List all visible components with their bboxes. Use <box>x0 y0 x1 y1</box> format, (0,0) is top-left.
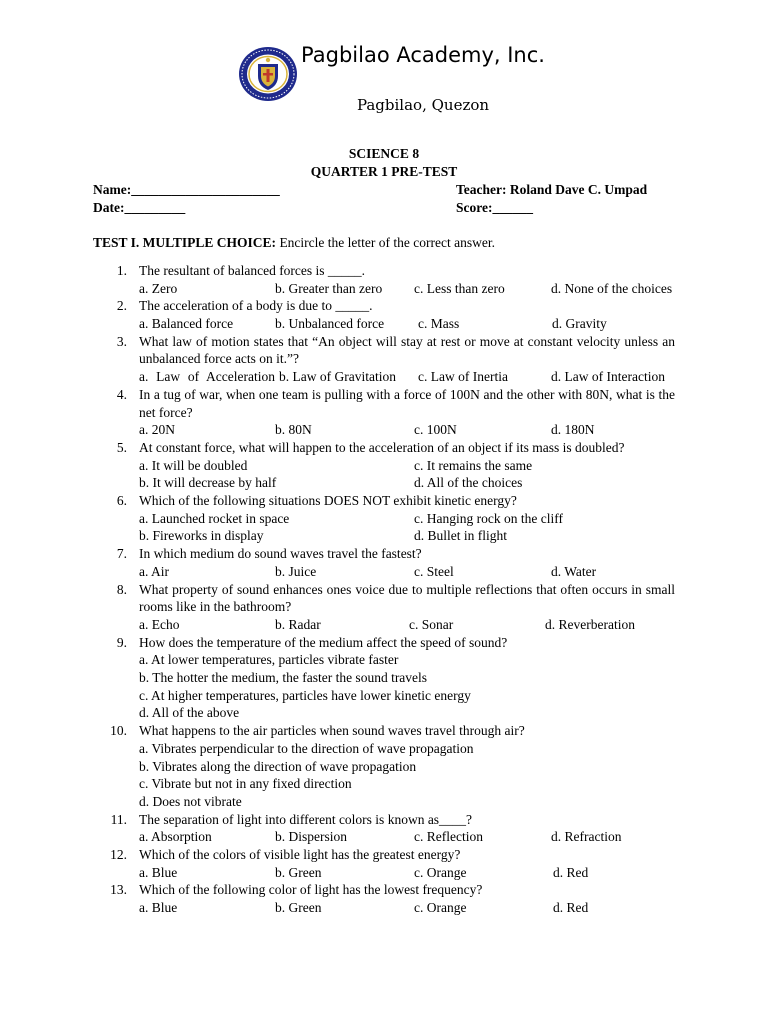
test-one-instruction: Encircle the letter of the correct answer. <box>276 235 495 250</box>
option-d: d. Reverberation <box>545 616 635 632</box>
option-d: d. None of the choices <box>551 280 673 296</box>
name-field: Name:______________________ <box>93 182 280 197</box>
options-row <box>139 899 675 917</box>
option-c: c. Less than zero <box>414 280 505 296</box>
question-item <box>0 811 675 846</box>
options-row <box>139 421 675 439</box>
option-d: d. Bullet in flight <box>414 528 507 544</box>
option-c: c. Reflection <box>414 829 483 845</box>
option-b: b. Green <box>275 900 322 916</box>
date-field: Date:_________ <box>93 200 186 215</box>
option-d: d. Water <box>551 563 597 579</box>
option-c: c. Sonar <box>409 616 454 632</box>
option-b: b. 80N <box>275 422 312 438</box>
question-text: How does the temperature of the medium affect the speed of sound? <box>139 634 508 650</box>
question-number: 10. <box>110 723 127 739</box>
teacher-field: Teacher: Roland Dave C. Umpad <box>456 182 648 197</box>
options-row <box>139 616 675 634</box>
option-c: c. It remains the same <box>414 457 533 473</box>
options-row <box>139 280 675 298</box>
question-number: 2. <box>116 298 127 314</box>
options-row <box>139 457 675 475</box>
option-a: a. Vibrates perpendicular to the direction of wave propagation <box>139 740 474 756</box>
question-text: What law of motion states that “An object will stay at rest or move at constant velocity unless an unbalanced force acts on it.”? <box>139 333 675 367</box>
question-number: 5. <box>116 439 127 455</box>
question-text: In a tug of war, when one team is pulling with a force of 100N and the other with 80N, what is the net force? <box>139 386 675 420</box>
question-item <box>0 581 675 634</box>
option-a: a. Zero <box>139 280 178 296</box>
question-list <box>0 262 768 917</box>
question-item <box>0 439 675 492</box>
question-item <box>0 881 675 916</box>
option-a: a. Balanced force <box>139 316 234 332</box>
question-text: What happens to the air particles when sound waves travel through air? <box>139 723 525 739</box>
question-item <box>0 545 675 580</box>
option-c: c. Orange <box>414 900 467 916</box>
option-c: c. Orange <box>414 864 467 880</box>
option-b: b. It will decrease by half <box>139 475 277 491</box>
option-a: a. Absorption <box>139 829 212 845</box>
option-d: d. Red <box>553 864 589 880</box>
question-number: 13. <box>110 882 127 898</box>
school-seal-logo <box>238 46 298 102</box>
question-text: The resultant of balanced forces is _____. <box>139 263 366 278</box>
option-a: a. 20N <box>139 422 175 438</box>
exam-title: QUARTER 1 PRE-TEST <box>310 164 458 179</box>
option-c: c. Steel <box>414 563 454 579</box>
question-number: 1. <box>116 263 127 278</box>
option-a: a. Blue <box>139 864 178 880</box>
option-b: b. Green <box>275 864 322 880</box>
question-item <box>0 492 675 545</box>
option-d: d. Law of Interaction <box>551 369 665 385</box>
question-number: 12. <box>110 847 127 863</box>
option-d: d. All of the choices <box>414 475 523 491</box>
question-number: 7. <box>116 546 127 562</box>
options-row <box>139 563 675 581</box>
option-a: a. Air <box>139 563 169 579</box>
option-b: b. Radar <box>275 616 321 632</box>
question-number: 11. <box>110 811 127 827</box>
question-item <box>0 386 675 439</box>
option-a: a. Echo <box>139 616 180 632</box>
option-a: a. At lower temperatures, particles vibrate faster <box>139 652 399 668</box>
option-b: b. Vibrates along the direction of wave propagation <box>139 758 417 774</box>
exam-subject: SCIENCE 8 <box>348 146 420 161</box>
question-number: 6. <box>116 493 127 509</box>
option-b: b. Unbalanced force <box>275 316 385 332</box>
question-number: 9. <box>116 634 127 650</box>
question-item <box>0 262 675 297</box>
test-one-header <box>93 234 495 251</box>
question-text: The separation of light into different colors is known as____? <box>139 811 473 827</box>
option-b: b. The hotter the medium, the faster the sound travels <box>139 670 428 686</box>
option-d: d. Red <box>553 900 589 916</box>
option-a: a. It will be doubled <box>139 457 248 473</box>
score-field: Score:______ <box>456 200 533 215</box>
option-a: a. Blue <box>139 900 178 916</box>
option-b: b. Fireworks in display <box>139 528 264 544</box>
question-text: What property of sound enhances ones voice due to multiple reflections that often occurs in small rooms like in the bathroom? <box>139 581 675 615</box>
question-number: 8. <box>116 581 127 597</box>
question-item <box>0 634 675 723</box>
option-c: c. Vibrate but not in any fixed direction <box>139 776 352 792</box>
option-d: d. 180N <box>551 422 595 438</box>
options-row <box>139 368 675 386</box>
school-location: Pagbilao, Quezon <box>356 96 490 114</box>
option-c: c. Hanging rock on the cliff <box>414 510 563 526</box>
question-item <box>0 297 675 332</box>
option-c: c. Law of Inertia <box>418 369 508 385</box>
option-d: d. All of the above <box>139 705 240 721</box>
option-a: a. Law of Acceleration <box>139 369 275 385</box>
option-b: b. Law of Gravitation <box>279 369 396 385</box>
test-one-heading: TEST I. MULTIPLE CHOICE: <box>93 235 277 250</box>
option-b: b. Juice <box>275 563 317 579</box>
question-item <box>0 722 675 811</box>
options-row <box>139 527 675 545</box>
question-item <box>0 846 675 881</box>
options-row <box>139 510 675 528</box>
question-text: Which of the colors of visible light has the greatest energy? <box>139 847 461 863</box>
question-text: Which of the following color of light has the lowest frequency? <box>139 882 483 898</box>
question-item <box>0 333 675 386</box>
question-text: Which of the following situations DOES NOT exhibit kinetic energy? <box>139 493 517 509</box>
question-number: 4. <box>116 386 127 402</box>
option-b: b. Dispersion <box>275 829 347 845</box>
option-d: d. Gravity <box>552 316 607 332</box>
option-c: c. 100N <box>414 422 457 438</box>
options-row <box>139 828 675 846</box>
option-d: d. Refraction <box>551 829 622 845</box>
question-text: The acceleration of a body is due to _____. <box>139 298 373 314</box>
options-row <box>139 315 675 333</box>
option-c: c. Mass <box>418 316 460 332</box>
question-text: At constant force, what will happen to the acceleration of an object if its mass is doubled? <box>139 439 625 455</box>
option-d: d. Does not vibrate <box>139 793 242 809</box>
option-c: c. At higher temperatures, particles have lower kinetic energy <box>139 687 471 703</box>
options-row <box>139 474 675 492</box>
option-b: b. Greater than zero <box>275 280 383 296</box>
school-name: Pagbilao Academy, Inc. <box>301 43 545 67</box>
option-a: a. Launched rocket in space <box>139 510 290 526</box>
question-number: 3. <box>116 333 127 349</box>
question-text: In which medium do sound waves travel the fastest? <box>139 546 422 562</box>
options-row <box>139 864 675 882</box>
